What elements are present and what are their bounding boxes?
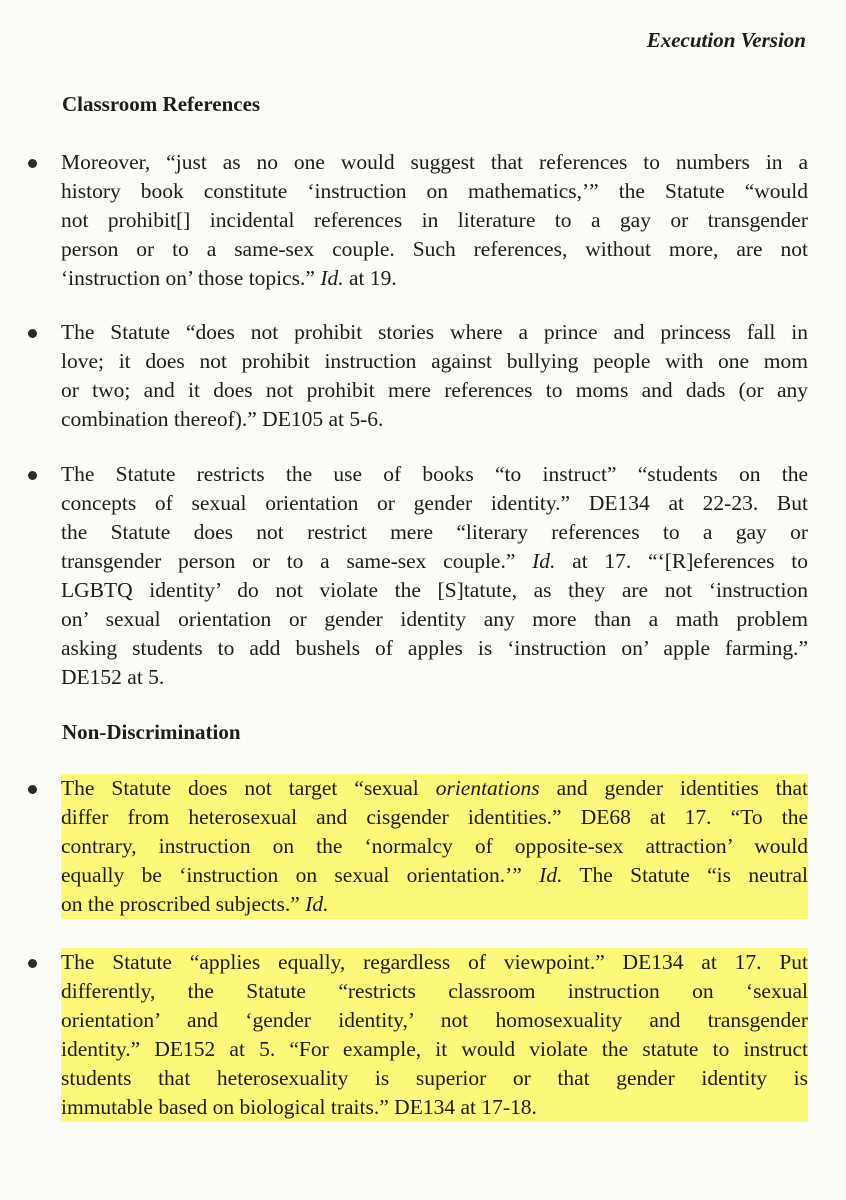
bullet-paragraph — [61, 460, 808, 692]
bullet-paragraph — [61, 148, 808, 293]
execution-version-header: Execution Version — [646, 28, 806, 52]
text-line: love; it does not prohibit instruction against bullying people with one mom — [61, 349, 808, 373]
text-line: asking students to add bushels of apples is ‘instruction on’ apple farming.” — [61, 636, 808, 660]
section-title-non-discrimination: Non-Discrimination — [62, 720, 241, 744]
text-line: on’ sexual orientation or gender identity any more than a math problem — [61, 607, 808, 631]
bullet-item-highlighted — [28, 774, 808, 919]
bullet-icon — [28, 159, 37, 168]
text-line: LGBTQ identity’ do not violate the [S]tatute, as they are not ‘instruction — [61, 578, 808, 602]
section-title-classroom-references: Classroom References — [62, 92, 261, 116]
text-line: students that heterosexuality is superior or that gender identity is — [61, 1066, 808, 1090]
text-line: on the proscribed subjects.” Id. — [61, 892, 329, 916]
text-line: concepts of sexual orientation or gender identity.” DE134 at 22-23. But — [61, 491, 808, 515]
text-line: Moreover, “just as no one would suggest that references to numbers in a — [61, 150, 808, 174]
text-line: orientation’ and ‘gender identity,’ not homosexuality and transgender — [61, 1008, 808, 1032]
bullet-item-highlighted — [28, 948, 808, 1122]
bullet-item — [28, 318, 808, 434]
bullet-icon — [28, 959, 37, 968]
text-line: or two; and it does not prohibit mere references to moms and dads (or any — [61, 378, 808, 402]
bullet-item — [28, 460, 808, 692]
text-line: equally be ‘instruction on sexual orientation.’” Id. The Statute “is neutral — [61, 863, 809, 887]
text-line: transgender person or to a same-sex couple.” Id. at 17. “‘[R]eferences to — [61, 549, 808, 573]
text-line: differently, the Statute “restricts classroom instruction on ‘sexual — [61, 979, 808, 1003]
bullet-icon — [28, 785, 37, 794]
text-line: ‘instruction on’ those topics.” Id. at 19. — [61, 266, 397, 290]
text-line: differ from heterosexual and cisgender identities.” DE68 at 17. “To the — [61, 805, 808, 829]
text-line: The Statute “does not prohibit stories where a prince and princess fall in — [61, 320, 808, 344]
text-line: the Statute does not restrict mere “literary references to a gay or — [61, 520, 808, 544]
text-line: not prohibit[] incidental references in literature to a gay or transgender — [61, 208, 808, 232]
text-line: history book constitute ‘instruction on mathematics,’” the Statute “would — [61, 179, 808, 203]
text-line: The Statute restricts the use of books “to instruct” “students on the — [61, 462, 808, 486]
text-line: person or to a same-sex couple. Such references, without more, are not — [61, 237, 808, 261]
bullet-icon — [28, 471, 37, 480]
bullet-item — [28, 148, 808, 293]
text-line: The Statute does not target “sexual orientations and gender identities that — [61, 776, 808, 800]
bullet-paragraph-highlighted — [61, 774, 808, 919]
text-line: contrary, instruction on the ‘normalcy of opposite-sex attraction’ would — [61, 834, 808, 858]
bullet-icon — [28, 329, 37, 338]
text-line: combination thereof).” DE105 at 5-6. — [61, 407, 384, 431]
text-line: DE152 at 5. — [61, 665, 165, 689]
text-line: immutable based on biological traits.” DE134 at 17-18. — [61, 1095, 537, 1119]
text-line: The Statute “applies equally, regardless of viewpoint.” DE134 at 17. Put — [61, 950, 808, 974]
text-line: identity.” DE152 at 5. “For example, it would violate the statute to instruct — [61, 1037, 808, 1061]
bullet-paragraph — [61, 318, 808, 434]
bullet-paragraph-highlighted — [61, 948, 808, 1122]
